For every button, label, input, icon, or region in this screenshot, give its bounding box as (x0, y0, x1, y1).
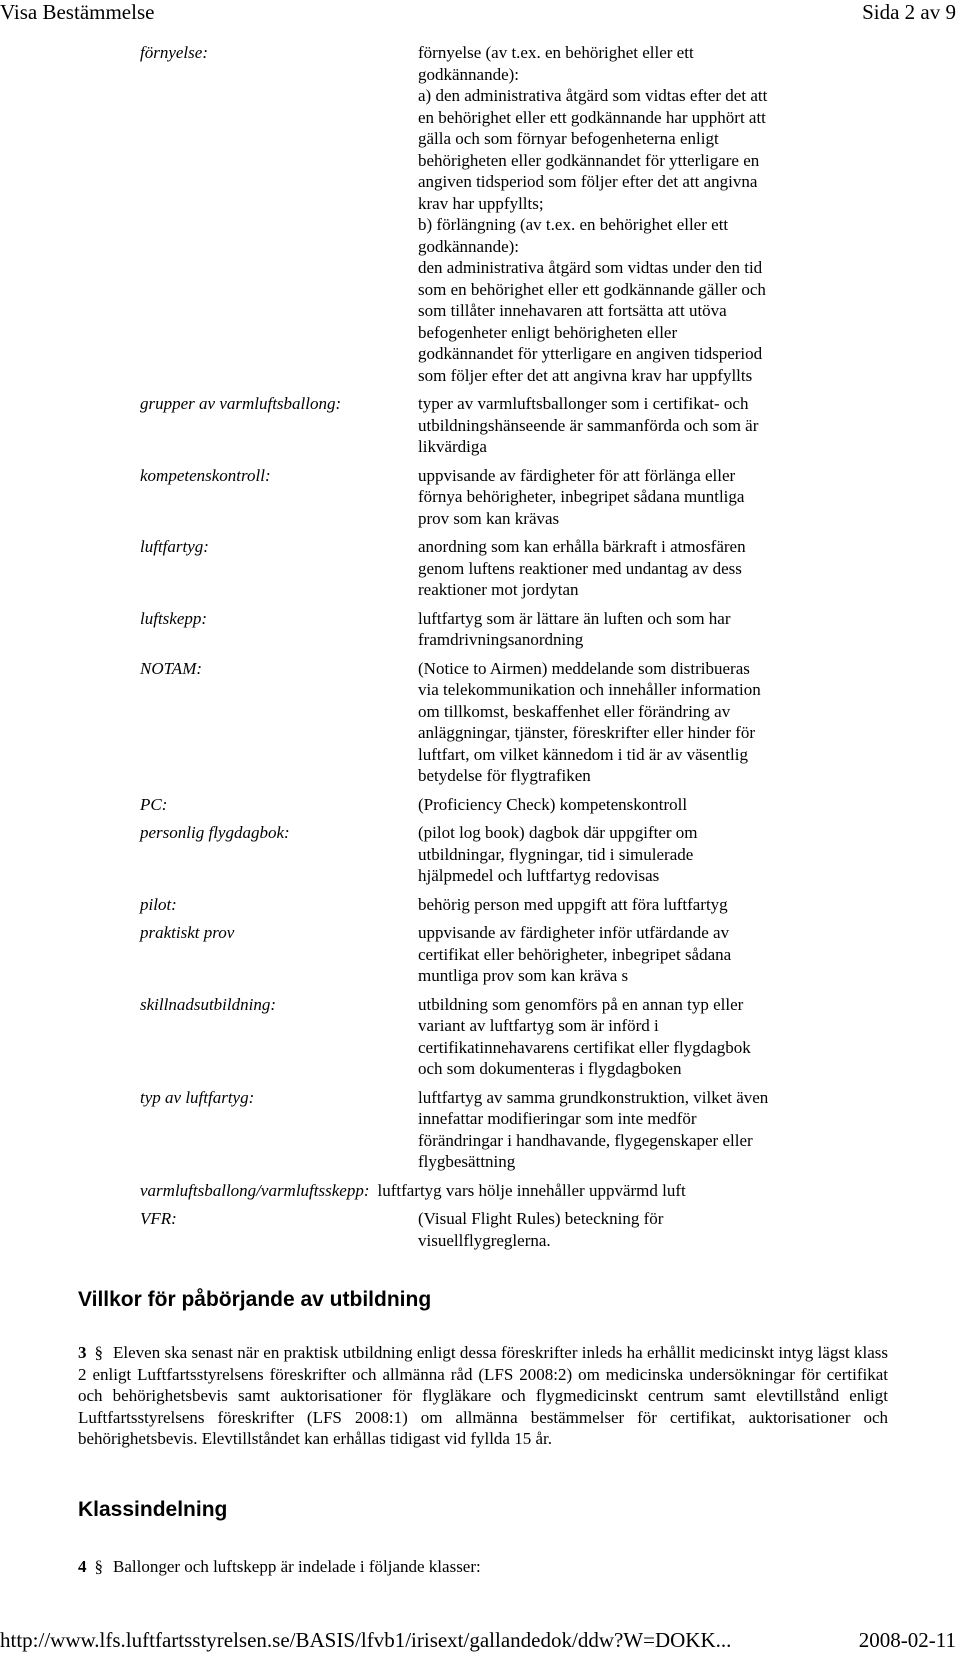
definition-line: behörig person med uppgift att föra luftfartyg (418, 894, 728, 914)
definition-line: hjälpmedel och luftfartyg redovisas (418, 866, 660, 885)
definition-line: betydelse för flygtrafiken (418, 766, 591, 785)
definition-description (418, 994, 820, 1080)
definition-description (377, 1180, 820, 1202)
definition-line: variant av luftfartyg som är införd i (418, 1016, 659, 1035)
definition-line: anläggningar, tjänster, föreskrifter eller hinder för (418, 723, 756, 742)
definition-row (140, 393, 820, 458)
definition-line: godkännande): (418, 236, 520, 256)
definition-line: (Proficiency Check) kompetenskontroll (418, 794, 688, 814)
definition-term: kompetenskontroll: (140, 465, 271, 485)
definition-description (418, 658, 820, 787)
definition-row (140, 922, 820, 987)
definition-line: om tillkomst, beskaffenhet eller förändring av (418, 701, 731, 721)
definition-term: luftfartyg: (140, 537, 209, 556)
definition-line: certifikatinnehavarens certifikat eller flygdagbok (418, 1037, 751, 1057)
definition-line: och som dokumenteras i flygdagboken (418, 1059, 682, 1078)
footer-url: http://www.lfs.luftfartsstyrelsen.se/BASIS/lfvb1/irisext/gallandedok/ddw?W=DOKK... (0, 1628, 732, 1652)
definition-term: skillnadsutbildning: (140, 994, 276, 1014)
page-indicator: Sida 2 av 9 (862, 0, 956, 24)
definition-line: godkännandet för ytterligare en angiven tidsperiod (418, 344, 763, 363)
definition-line: a) den administrativa åtgärd som vidtas efter det att (418, 86, 768, 105)
section-heading-klassindelning: Klassindelning (78, 1498, 228, 1521)
definition-line: en behörighet eller ett godkännande har upphört att (418, 107, 766, 127)
definition-row (140, 1208, 820, 1251)
definition-description (418, 608, 820, 651)
section-sign: § (94, 1557, 103, 1576)
definition-row (140, 894, 820, 916)
footer-date: 2008-02-11 (858, 1628, 956, 1652)
paragraph-number: 3 (78, 1343, 87, 1362)
definition-line: uppvisande av färdigheter för att förlänga eller (418, 465, 736, 485)
definition-line: likvärdiga (418, 437, 487, 456)
definition-line: b) förlängning (av t.ex. en behörighet eller ett (418, 215, 729, 234)
section-heading-villkor: Villkor för påbörjande av utbildning (78, 1288, 432, 1311)
definition-row (140, 994, 820, 1080)
definition-line: certifikat eller behörigheter, inbegripet sådana (418, 944, 732, 964)
paragraph-number: 4 (78, 1557, 87, 1576)
definition-line: uppvisande av färdigheter inför utfärdande av (418, 923, 730, 942)
definition-line: muntliga prov som kan kräva s (418, 966, 629, 985)
definition-line: som följer efter det att angivna krav har uppfyllts (418, 365, 753, 385)
definition-description (418, 393, 820, 458)
definition-line: (pilot log book) dagbok där uppgifter om (418, 823, 698, 842)
definition-line: som en behörighet eller ett godkännande gäller och (418, 279, 766, 299)
definition-line: förnyelse (av t.ex. en behörighet eller ett (418, 43, 694, 62)
definition-line: behörigheten eller godkännandet för ytterligare en (418, 150, 760, 170)
definition-line: krav har uppfyllts; (418, 193, 544, 213)
definition-row (140, 465, 820, 530)
definition-term: VFR: (140, 1209, 177, 1228)
paragraph-text: Ballonger och luftskepp är indelade i följande klasser: (113, 1557, 481, 1576)
definition-line: flygbesättning (418, 1152, 516, 1171)
definition-term: varmluftsballong/varmluftsskepp: (140, 1180, 370, 1200)
definition-description (418, 894, 820, 916)
definition-term: förnyelse: (140, 43, 208, 62)
definition-row (140, 42, 820, 386)
definition-line: genom luftens reaktioner med undantag av dess (418, 558, 742, 578)
definition-line: luftfartyg vars hölje innehåller uppvärmd luft (377, 1180, 686, 1200)
definition-line: utbildning som genomförs på en annan typ eller (418, 994, 744, 1014)
definition-line: som tillåter innehavaren att fortsätta att utöva (418, 301, 727, 320)
definition-term: NOTAM: (140, 658, 203, 678)
definition-line: prov som kan krävas (418, 508, 560, 528)
definition-row (140, 1180, 820, 1202)
paragraph-text: Eleven ska senast när en praktisk utbildning enligt dessa föreskrifter inleds ha erhållit medicinskt intyg lägst klass 2 enligt Luftfartsstyrelsens föreskrifter och allmänna råd (LFS 2008:2) om medicinska undersökningar för certifikat och behörighetsbevis samt auktorisationer för flygläkare och flygmedicinskt centrum samt elevtillstånd enligt Luftfartsstyrelsens föreskrifter (LFS 2008:1) om allmänna bestämmelser för certifikat, auktorisationer och behörighetsbevis. Elevtillståndet kan erhållas tidigast vid fyllda 15 år. (78, 1343, 888, 1448)
definition-row (140, 822, 820, 887)
definition-line: framdrivningsanordning (418, 630, 584, 649)
definition-line: godkännande): (418, 64, 520, 84)
definition-term: luftskepp: (140, 608, 208, 628)
definition-line: (Visual Flight Rules) beteckning för (418, 1209, 664, 1228)
definition-line: reaktioner mot jordytan (418, 580, 579, 599)
definition-row (140, 536, 820, 601)
definition-description (418, 1087, 820, 1173)
definition-description (418, 465, 820, 530)
definition-term: PC: (140, 794, 168, 814)
definition-description (418, 922, 820, 987)
definition-description (418, 822, 820, 887)
definition-line: via telekommunikation och innehåller information (418, 680, 761, 699)
definition-line: den administrativa åtgärd som vidtas under den tid (418, 258, 763, 277)
definition-line: innefattar modifieringar som inte medför (418, 1109, 697, 1128)
definition-description (418, 1208, 820, 1251)
definition-line: luftfartyg som är lättare än luften och som har (418, 608, 731, 628)
definition-term: pilot: (140, 894, 177, 914)
definition-description (418, 794, 820, 816)
definitions-list (140, 42, 820, 1258)
definition-line: förändringar i handhavande, flygegenskaper eller (418, 1130, 753, 1150)
definition-line: förnya behörigheter, inbegripet sådana muntliga (418, 487, 745, 506)
definition-line: angiven tidsperiod som följer efter det att angivna (418, 172, 758, 191)
definition-line: utbildningshänseende är sammanförda och som är (418, 415, 759, 435)
definition-line: gälla och som förnyar befogenheterna enligt (418, 129, 719, 148)
definition-term: grupper av varmluftsballong: (140, 394, 342, 413)
section-sign: § (94, 1343, 103, 1362)
definition-line: typer av varmluftsballonger som i certifikat- och (418, 394, 749, 413)
definition-row (140, 1087, 820, 1173)
definition-row (140, 794, 820, 816)
definition-row (140, 658, 820, 787)
header-title: Visa Bestämmelse (0, 0, 155, 24)
definition-description (418, 42, 820, 386)
paragraph-4 (78, 1556, 888, 1578)
definition-line: luftfartyg av samma grundkonstruktion, vilket även (418, 1087, 769, 1107)
paragraph-3 (78, 1342, 888, 1450)
definition-line: visuellflygreglerna. (418, 1230, 551, 1250)
definition-term: personlig flygdagbok: (140, 823, 290, 842)
definition-description (418, 536, 820, 601)
definition-term: typ av luftfartyg: (140, 1087, 255, 1107)
definition-term: praktiskt prov (140, 923, 235, 942)
definition-line: utbildningar, flygningar, tid i simulerade (418, 844, 694, 864)
definition-line: anordning som kan erhålla bärkraft i atmosfären (418, 537, 746, 556)
definition-line: (Notice to Airmen) meddelande som distribueras (418, 658, 750, 678)
definition-line: befogenheter enligt behörigheten eller (418, 322, 678, 342)
definition-row (140, 608, 820, 651)
definition-line: luftfart, om vilket kännedom i tid är av väsentlig (418, 744, 748, 764)
